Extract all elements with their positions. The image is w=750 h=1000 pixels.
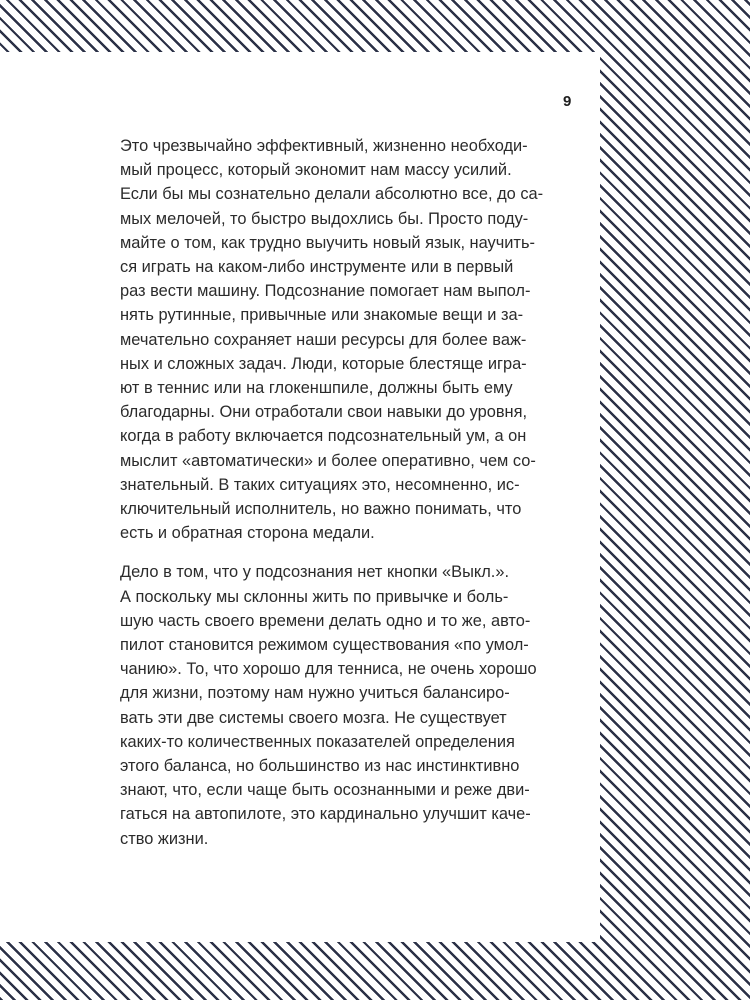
text-line: мых мелочей, то быстро выдохлись бы. Просто поду- [120,209,529,228]
text-line: каких-то количественных показателей определения [120,732,515,751]
text-line: мыслит «автоматически» и более оперативно, чем со- [120,451,536,470]
paragraph-1 [120,134,544,545]
page-number: 9 [563,93,572,110]
text-line: нять рутинные, привычные или знакомые вещи и за- [120,306,524,325]
text-line: когда в работу включается подсознательный ум, а он [120,427,527,446]
text-line: знают, что, если чаще быть осознанными и реже дви- [120,781,530,800]
text-line: ных и сложных задач. Люди, которые блестяще игра- [120,354,527,373]
text-line: благодарны. Они отработали свои навыки до уровня, [120,403,528,422]
page-sheet [0,52,600,942]
text-line: этого баланса, но большинство из нас инстинктивно [120,757,520,776]
text-line: знательный. В таких ситуациях это, несомненно, ис- [120,475,520,494]
text-line: Дело в том, что у подсознания нет кнопки «Выкл.». [120,563,510,582]
body-text [120,134,544,851]
text-line: мый процесс, который экономит нам массу усилий. [120,161,512,180]
text-line: вать эти две системы своего мозга. Не существует [120,708,507,727]
text-line: есть и обратная сторона медали. [120,524,375,543]
text-line: майте о том, как трудно выучить новый язык, научить- [120,233,535,252]
text-line: Это чрезвычайно эффективный, жизненно необходи- [120,137,528,155]
text-line: пилот становится режимом существования «по умол- [120,636,529,655]
paragraph-2 [120,560,540,850]
text-line: для жизни, поэтому нам нужно учиться балансиро- [120,684,510,703]
text-line: ключительный исполнитель, но важно понимать, что [120,500,522,519]
text-line: шую часть своего времени делать одно и то же, авто- [120,611,531,630]
text-line: гаться на автопилоте, это кардинально улучшит каче- [120,805,531,824]
text-line: ся играть на каком-либо инструменте или в первый [120,258,514,277]
text-line: ство жизни. [120,829,209,848]
text-line: ют в теннис или на глокеншпиле, должны быть ему [120,379,513,398]
text-line: А поскольку мы склонны жить по привычке и боль- [120,587,509,606]
text-line: Если бы мы сознательно делали абсолютно все, до са- [120,185,544,204]
text-line: раз вести машину. Подсознание помогает нам выпол- [120,282,531,301]
text-line: мечательно сохраняет наши ресурсы для более важ- [120,330,527,349]
text-line: чанию». То, что хорошо для тенниса, не очень хорошо [120,660,537,679]
